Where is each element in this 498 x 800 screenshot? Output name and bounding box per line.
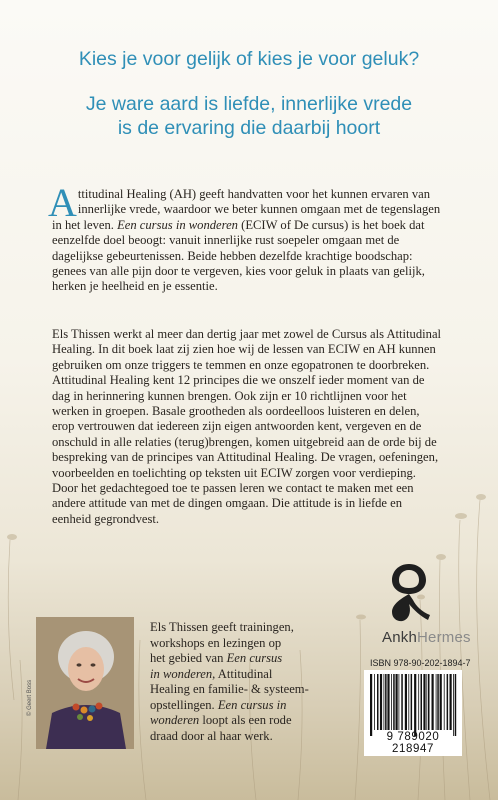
author-work-paragraph-line: voorbeelden en toelichting op teksten uit ECIW zorgen voor verdieping. <box>52 465 416 480</box>
author-work-paragraph-line: gebruiken om onze triggers te temmen en onze egopatronen te doorbreken. <box>52 357 430 372</box>
barcode-bar <box>380 674 382 730</box>
author-work-paragraph-line: bespreking van de principes van Attitudinal Healing. De vragen, oefeningen, <box>52 450 439 465</box>
author-bio <box>150 620 330 744</box>
italic-title-text: in wonderen <box>150 666 213 681</box>
barcode-bar <box>387 674 389 730</box>
publisher-name-part-1: Ankh <box>382 629 417 646</box>
barcode-bar <box>453 674 454 736</box>
text-run: draad door al haar werk. <box>150 728 273 743</box>
text-run: ttitudinal Healing (AH) geeft handvatten voor het kunnen ervaren van <box>77 187 431 201</box>
author-work-paragraph-line: werken in groepen. Basale grootheden als oordeelloos luisteren en delen, <box>52 404 420 419</box>
text-run: herken je heelheid en je essentie. <box>52 279 218 294</box>
text-run: eenzelfde doel beoogt: vanuit innerlijke rust soepeler omgaan met de <box>52 233 400 248</box>
intro-paragraph-line <box>52 264 464 279</box>
author-work-paragraph-line: onschuld in alle relaties (terug)brengen, komen uitgebreid aan de orde bij de <box>52 434 437 449</box>
drop-cap-letter: A <box>48 180 77 225</box>
author-bio-line <box>150 698 330 714</box>
barcode-bar <box>455 674 457 736</box>
barcode-bar <box>444 674 445 730</box>
author-bio-line <box>150 682 330 698</box>
text-run: (ECIW of De cursus) is het boek dat <box>237 217 425 232</box>
intro-paragraph-line <box>52 233 464 248</box>
text-run: loopt als een rode <box>199 713 292 727</box>
barcode-number: 9 789020 218947 <box>386 731 440 755</box>
publisher-name <box>382 629 471 646</box>
barcode-bar <box>414 674 416 736</box>
tagline-statement <box>0 92 498 140</box>
text-run: genees van alle pijn door te vergeven, kies voor geluk in plaats van gelijk, <box>52 264 425 279</box>
author-work-paragraph-line: andere attitude van met de dingen omgaan. Die attitude is in liefde en <box>52 496 403 511</box>
barcode-bar <box>447 674 449 730</box>
text-run: Els Thissen geeft trainingen, <box>150 620 294 634</box>
barcode-bar <box>408 674 409 730</box>
barcode-bar <box>399 674 400 730</box>
intro-paragraph-line <box>52 249 464 264</box>
barcode-bar <box>432 674 434 730</box>
publisher-logo-icon <box>378 560 440 626</box>
barcode-bar <box>423 674 425 730</box>
isbn-label: ISBN 978-90-202-1894-7 <box>370 658 471 668</box>
barcode-bar <box>411 674 413 730</box>
text-run: workshops en lezingen op <box>150 635 282 650</box>
text-run: opstellingen. <box>150 697 218 712</box>
text-run: dagelijkse gebeurtenissen. Beide hebben dezelfde krachtige boodschap: <box>52 248 413 263</box>
text-run: innerlijke vrede, waardoor we beter kunnen omgaan met de tegenslagen <box>77 202 441 217</box>
isbn-barcode <box>364 670 462 756</box>
author-work-paragraph-line: erop vertrouwen dat iedereen zijn eigen antwoorden kent, vergeven en de <box>52 419 422 434</box>
barcode-bar <box>384 674 385 730</box>
author-work-paragraph-line: Attitudinal Healing kent 12 principes die we onszelf ieder moment van de <box>52 373 425 388</box>
author-work-paragraph <box>52 327 464 527</box>
tagline-statement-line-2: is de ervaring die daarbij hoort <box>117 117 381 139</box>
intro-paragraph-line <box>52 202 464 217</box>
italic-title-text: Een cursus <box>226 651 283 665</box>
author-work-paragraph-line: Door het gedachtegoed toe te passen leren we contact te maken met een <box>52 481 414 496</box>
barcode-bars-icon <box>364 670 462 740</box>
author-bio-line <box>150 636 330 652</box>
text-run: , Attitudinal <box>212 666 273 681</box>
barcode-bar <box>385 674 387 730</box>
photo-credit: © Geert Boss <box>27 679 33 716</box>
barcode-bar <box>437 674 439 730</box>
author-bio-line <box>150 713 330 729</box>
intro-paragraph <box>48 180 464 295</box>
barcode-bar <box>428 674 430 730</box>
intro-paragraph-lines <box>52 187 464 295</box>
barcode-bar <box>418 674 419 730</box>
text-run: Healing en familie- & systeem- <box>150 682 309 696</box>
barcode-bar <box>426 674 427 730</box>
author-bio-line <box>150 620 330 636</box>
author-photo <box>36 617 134 749</box>
barcode-bar <box>436 674 437 730</box>
barcode-bar <box>393 674 395 730</box>
author-bio-line <box>150 729 330 745</box>
text-run: in het leven. <box>52 217 118 232</box>
barcode-bar <box>396 674 398 730</box>
author-bio-line <box>150 651 330 667</box>
barcode-bar <box>374 674 375 730</box>
barcode-bar <box>401 674 403 730</box>
barcode-bar <box>391 674 392 730</box>
author-bio-line <box>150 667 330 683</box>
italic-title-text: wonderen <box>150 713 200 727</box>
barcode-bar <box>440 674 442 730</box>
text-run: het gebied van <box>150 651 227 665</box>
intro-paragraph-line <box>52 218 464 233</box>
intro-paragraph-line <box>52 279 464 294</box>
barcode-bar <box>377 674 379 730</box>
author-work-paragraph-line: Els Thissen werkt al meer dan dertig jaar met zowel de Cursus als Attitudinal <box>52 327 442 341</box>
author-work-paragraph-line: eenheid gegrondvest. <box>52 511 160 526</box>
barcode-bar <box>405 674 407 730</box>
italic-title-text: Een cursus in wonderen <box>117 217 238 232</box>
barcode-bar <box>421 674 423 730</box>
author-work-paragraph-line: Healing. In dit boek laat zij zien hoe wij de lessen van ECIW en AH kunnen <box>52 342 436 357</box>
author-work-paragraph-line: dag in herinnering kunnen brengen. Ook zijn er 10 richtlijnen voor het <box>52 388 407 403</box>
italic-title-text: Een cursus in <box>217 697 287 712</box>
barcode-bar <box>450 674 452 730</box>
intro-paragraph-line <box>52 187 464 202</box>
tagline-statement-line-1: Je ware aard is liefde, innerlijke vrede <box>85 93 413 115</box>
publisher-name-part-2: Hermes <box>417 629 471 646</box>
tagline-question: Kies je voor gelijk of kies je voor geluk? <box>78 48 420 70</box>
barcode-bar <box>370 674 372 736</box>
author-portrait-image <box>36 617 134 749</box>
